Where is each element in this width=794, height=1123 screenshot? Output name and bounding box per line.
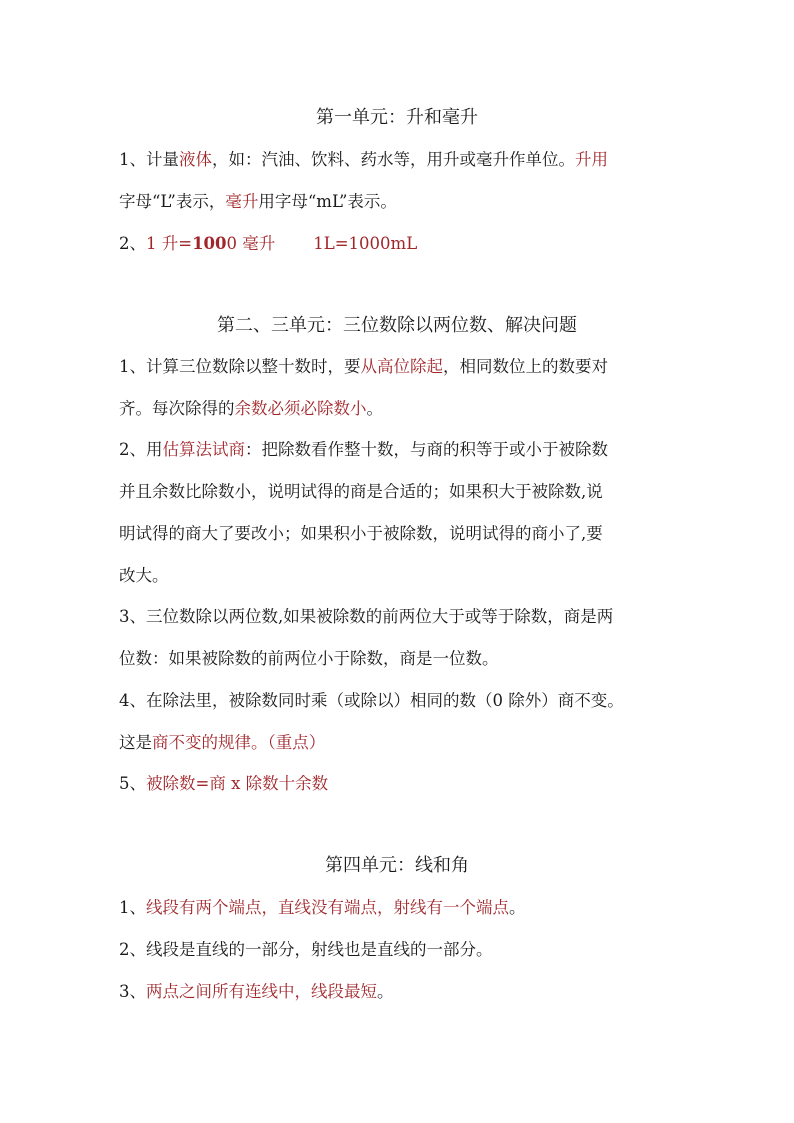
unit1-title: 第一单元：升和毫升 (316, 107, 478, 128)
unit4-line1: 1、线段有两个端点，直线没有端点，射线有一个端点。 (119, 898, 526, 917)
unit23-line8: 位数：如果被除数的前两位小于除数，商是一位数。 (119, 649, 499, 668)
unit23-line1: 1、计算三位数除以整十数时，要从高位除起，相同数位上的数要对 (119, 357, 608, 376)
unit23-line6: 改大。 (119, 566, 169, 585)
unit23-line11: 5、被除数=商 x 除数十余数 (119, 774, 329, 793)
unit23-line9: 4、在除法里，被除数同时乘（或除以）相同的数（0 除外）商不变。 (119, 691, 624, 710)
unit4-title: 第四单元：线和角 (325, 855, 469, 876)
unit23-line5: 明试得的商大了要改小；如果积小于被除数，说明试得的商小了,要 (119, 524, 603, 543)
unit1-line1: 1、计量液体，如：汽油、饮料、药水等，用升或毫升作单位。升用 (119, 150, 608, 169)
unit1-line2: 字母“L”表示，毫升用字母“mL”表示。 (119, 192, 397, 211)
unit23-line3: 2、用估算法试商：把除数看作整十数，与商的积等于或小于被除数 (119, 440, 608, 459)
unit23-line7: 3、三位数除以两位数,如果被除数的前两位大于或等于除数，商是两 (119, 607, 614, 626)
unit4-line3: 3、两点之间所有连线中，线段最短。 (119, 982, 394, 1001)
unit23-title: 第二、三单元：三位数除以两位数、解决问题 (217, 315, 577, 336)
unit23-line2: 齐。每次除得的余数必须必除数小。 (119, 399, 383, 418)
unit1-line3: 2、1 升=1000 毫升 1L=1000mL (119, 234, 418, 253)
unit23-line10: 这是商不变的规律。（重点） (119, 733, 326, 752)
unit4-line2: 2、线段是直线的一部分，射线也是直线的一部分。 (119, 940, 493, 959)
highlight-liquid: 液体 (179, 150, 212, 169)
unit23-line4: 并且余数比除数小，说明试得的商是合适的；如果积大于被除数,说 (119, 482, 603, 501)
